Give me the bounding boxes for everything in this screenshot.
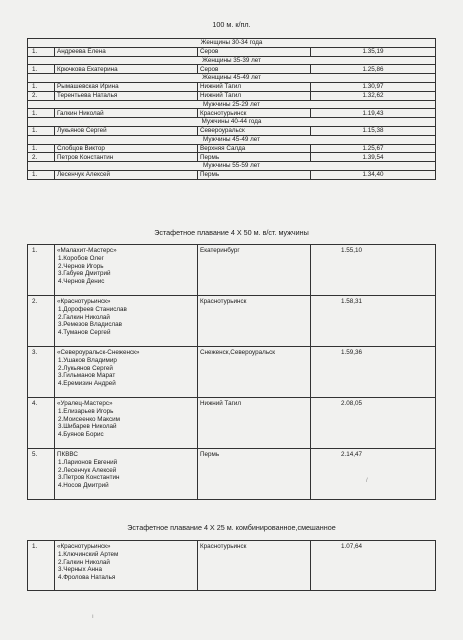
- time-cell: 1.58,31: [311, 296, 436, 347]
- table-row: [28, 91, 436, 100]
- team-member: 4.Туманов Сергей: [58, 329, 111, 337]
- name-cell: Лесенчук Алексей: [55, 170, 198, 179]
- place-cell: 1.: [28, 47, 55, 56]
- team-member: 4.Чернов Денис: [58, 278, 105, 286]
- team-member: 2.Чернов Игорь: [58, 262, 104, 270]
- place-cell: 1.: [28, 109, 55, 118]
- group-header-row: [28, 39, 436, 48]
- team-cell: [55, 398, 198, 449]
- team-member: 3.Шибарев Николай: [58, 423, 117, 431]
- group-label: Мужчины 45-49 лет: [28, 135, 436, 144]
- city-cell: Пермь: [198, 170, 311, 179]
- time-cell: 1.15,38: [311, 126, 436, 135]
- time-cell: 1.07,64: [311, 541, 436, 591]
- city-cell: Пермь: [198, 449, 311, 500]
- table-row: [28, 245, 436, 296]
- group-header-row: [28, 162, 436, 171]
- place-cell: 2.: [28, 153, 55, 162]
- group-label: Женщины 30-34 года: [28, 39, 436, 48]
- place-cell: 4.: [28, 398, 55, 449]
- city-cell: Нижний Тагил: [198, 82, 311, 91]
- team-cell: [55, 449, 198, 500]
- group-header-row: [28, 135, 436, 144]
- city-cell: Серов: [198, 65, 311, 74]
- city-cell: Пермь: [198, 153, 311, 162]
- team-member: 1.Ключинский Артем: [58, 550, 119, 558]
- team-cell: [55, 541, 198, 591]
- name-cell: Галкин Николай: [55, 109, 198, 118]
- group-label: Женщины 35-39 лет: [28, 56, 436, 65]
- name-cell: Петров Константин: [55, 153, 198, 162]
- group-label: Мужчины 25-29 лет: [28, 100, 436, 109]
- team-member: 1.Ларионов Евгений: [58, 458, 118, 466]
- results-table-relay-25: [27, 540, 436, 591]
- table-row: [28, 47, 436, 56]
- team-member: 4.Буянов Борис: [58, 431, 104, 439]
- place-cell: 1.: [28, 82, 55, 91]
- place-cell: 2.: [28, 296, 55, 347]
- place-cell: 1.: [28, 144, 55, 153]
- team-member: 1.Дорофеев Станислав: [58, 305, 127, 313]
- time-cell: 1.34,40: [311, 170, 436, 179]
- time-cell: 1.59,36: [311, 347, 436, 398]
- place-cell: 1.: [28, 65, 55, 74]
- team-name: «Уралец-Мастерс»: [57, 400, 113, 407]
- section-title-100m: 100 м. к/пл.: [212, 20, 251, 29]
- team-member: 2.Галкин Николай: [58, 558, 110, 566]
- team-member: 1.Коробов Олег: [58, 254, 104, 262]
- team-member: 2.Лесенчук Алексей: [58, 466, 117, 474]
- name-cell: Лукьянов Сергей: [55, 126, 198, 135]
- city-cell: Верхняя Салда: [198, 144, 311, 153]
- team-member: 3.Ремезов Владислав: [58, 321, 123, 329]
- place-cell: 1.: [28, 245, 55, 296]
- team-member: 3.Габуев Дмитрий: [58, 270, 111, 278]
- place-cell: 5.: [28, 449, 55, 500]
- time-cell: 1.30,97: [311, 82, 436, 91]
- time-cell: 1.35,19: [311, 47, 436, 56]
- results-table-relay-50: [27, 244, 436, 500]
- city-cell: Североуральск: [198, 126, 311, 135]
- group-header-row: [28, 100, 436, 109]
- table-row: [28, 153, 436, 162]
- group-label: Мужчины 40-44 года: [28, 118, 436, 127]
- time-cell: 1.32,62: [311, 91, 436, 100]
- name-cell: Рымашевская Ирина: [55, 82, 198, 91]
- city-cell: Серов: [198, 47, 311, 56]
- group-header-row: [28, 74, 436, 83]
- table-row: [28, 347, 436, 398]
- team-member: 2.Лукьянов Сергей: [58, 364, 113, 372]
- time-cell: 1.39,54: [311, 153, 436, 162]
- place-cell: 1.: [28, 541, 55, 591]
- name-cell: Андреева Елена: [55, 47, 198, 56]
- team-name: «Краснотурьинск»: [57, 543, 111, 550]
- team-member: 2.Галкин Николай: [58, 313, 110, 321]
- team-name: «Малахит-Мастерс»: [57, 247, 117, 254]
- team-member: 2.Моисеенко Максим: [58, 415, 120, 423]
- table-row: [28, 170, 436, 179]
- city-cell: Екатеринбург: [198, 245, 311, 296]
- time-cell: 1.55,10: [311, 245, 436, 296]
- time-cell: 1.19,43: [311, 109, 436, 118]
- team-name: «Североуральск-Снеженск»: [57, 349, 140, 356]
- city-cell: Краснотурьинск: [198, 541, 311, 591]
- place-cell: 3.: [28, 347, 55, 398]
- team-cell: [55, 296, 198, 347]
- team-name: ПКВВС: [57, 451, 78, 458]
- group-header-row: [28, 118, 436, 127]
- team-member: 1.Ушаков Владимир: [58, 356, 117, 364]
- table-row: [28, 126, 436, 135]
- team-member: 3.Петров Константин: [58, 474, 120, 482]
- results-table-100m: [27, 38, 436, 180]
- team-member: 4.Еремизин Андрей: [58, 380, 116, 388]
- city-cell: Нижний Тагил: [198, 398, 311, 449]
- team-cell: [55, 347, 198, 398]
- city-cell: Краснотурьинск: [198, 109, 311, 118]
- group-header-row: [28, 56, 436, 65]
- name-cell: Слобцов Виктор: [55, 144, 198, 153]
- table-row: [28, 541, 436, 591]
- section-title-relay-25: Эстафетное плавание 4 X 25 м. комбинированное,смешанное: [127, 523, 336, 532]
- time-cell: 2.14,47: [311, 449, 436, 500]
- time-cell: 1.25,86: [311, 65, 436, 74]
- place-cell: 1.: [28, 126, 55, 135]
- team-member: 4.Фролова Наталья: [58, 574, 116, 582]
- team-cell: [55, 245, 198, 296]
- team-member: 1.Елизарьев Игорь: [58, 407, 114, 415]
- table-row: [28, 449, 436, 500]
- name-cell: Крючкова Екатерина: [55, 65, 198, 74]
- scan-speck: /: [366, 478, 368, 484]
- group-label: Мужчины 55-59 лет: [28, 162, 436, 171]
- team-member: 4.Носов Дмитрий: [58, 482, 109, 490]
- table-row: [28, 109, 436, 118]
- scan-speck: ı: [92, 614, 94, 620]
- time-cell: 2.08,05: [311, 398, 436, 449]
- city-cell: Снеженск,Североуральск: [198, 347, 311, 398]
- group-label: Женщины 45-49 лет: [28, 74, 436, 83]
- city-cell: Краснотурьинск: [198, 296, 311, 347]
- time-cell: 1.25,67: [311, 144, 436, 153]
- section-title-relay-50: Эстафетное плавание 4 X 50 м. в/ст. мужчины: [154, 228, 309, 237]
- team-member: 3.Гильманов Марат: [58, 372, 116, 380]
- table-row: [28, 65, 436, 74]
- team-member: 3.Черных Анна: [58, 566, 103, 574]
- name-cell: Терентьева Наталья: [55, 91, 198, 100]
- table-row: [28, 82, 436, 91]
- place-cell: 2.: [28, 91, 55, 100]
- team-name: «Краснотурьинск»: [57, 298, 111, 305]
- table-row: [28, 296, 436, 347]
- table-row: [28, 398, 436, 449]
- table-row: [28, 144, 436, 153]
- place-cell: 1.: [28, 170, 55, 179]
- city-cell: Нижний Тагил: [198, 91, 311, 100]
